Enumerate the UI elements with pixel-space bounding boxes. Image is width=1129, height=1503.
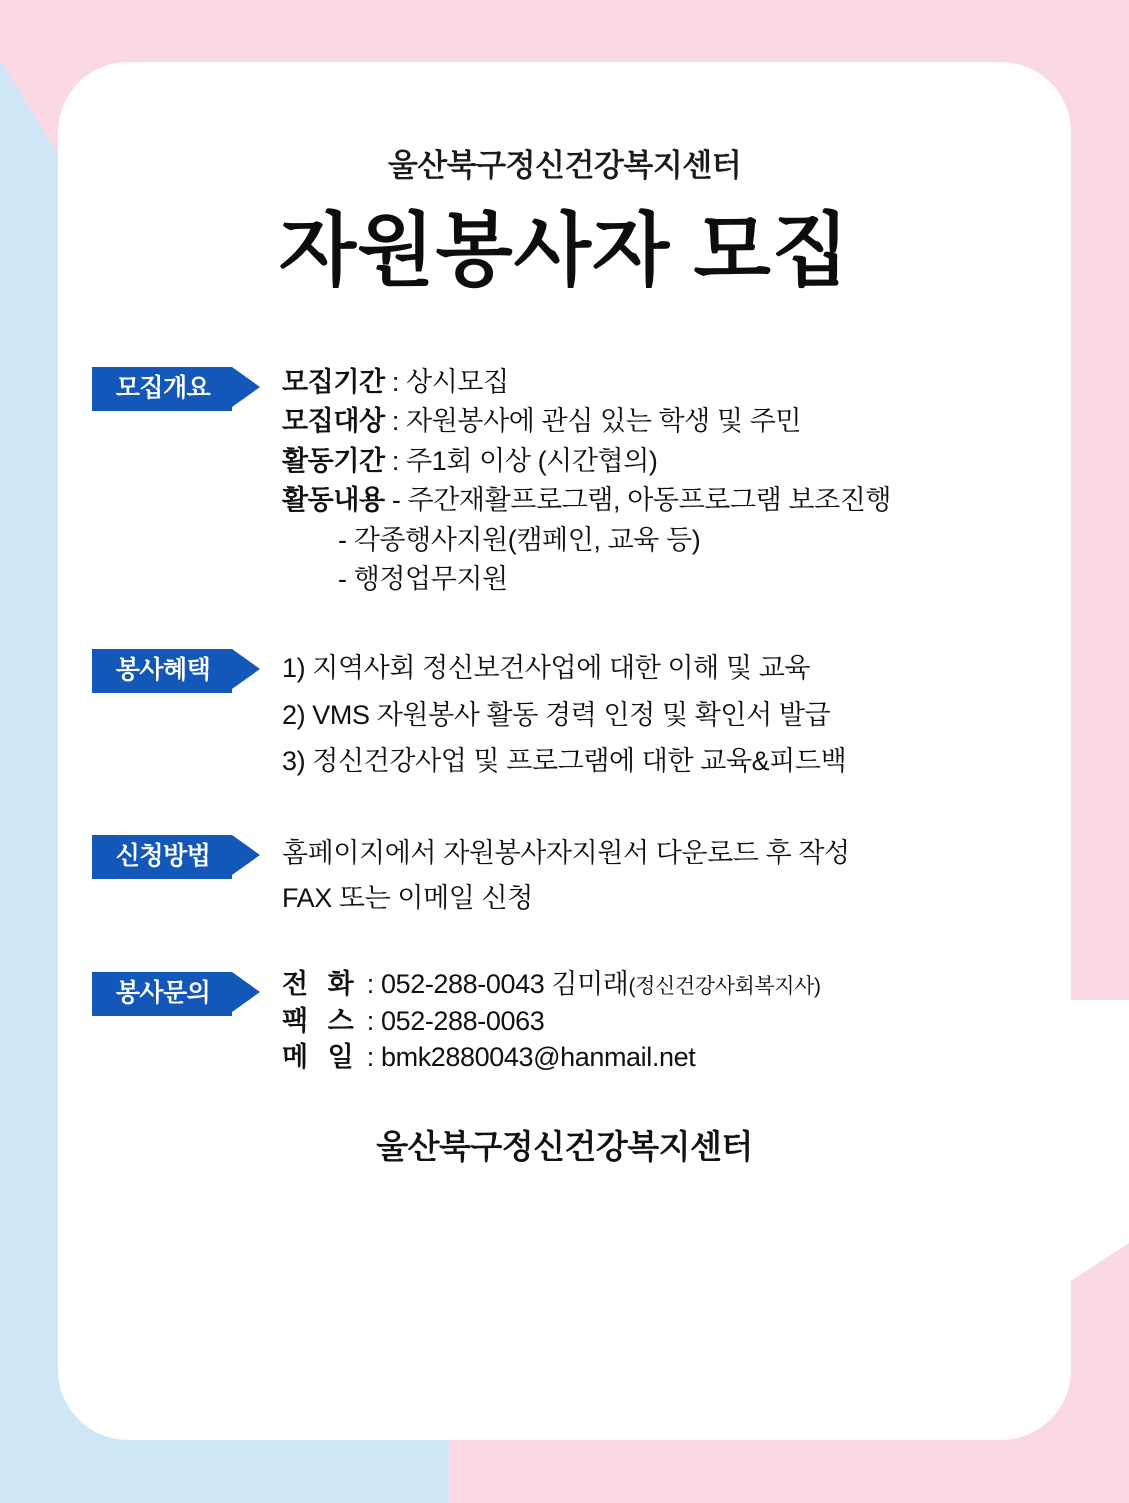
overview-sep-activity: - (384, 485, 408, 516)
contact-sep-phone: : (359, 969, 381, 1000)
contact-value-fax: 052-288-0063 (380, 1005, 545, 1036)
apply-line-2: FAX 또는 이메일 신청 (282, 882, 533, 913)
contact-sep-email: : (359, 1041, 381, 1072)
contact-sep-fax: : (359, 1005, 381, 1036)
overview-line-activity (282, 481, 1071, 520)
overview-line-duration (282, 442, 1071, 481)
overview-label-duration: 활동기간 (282, 445, 385, 476)
overview-line-activity-sub-2: - 행정업무지원 (338, 564, 508, 595)
contact-row-email (282, 1039, 1071, 1075)
contact-label-phone: 전 화 (282, 969, 360, 1000)
overview-sep-target: : (384, 406, 407, 437)
section-tag-application-method: 신청방법 (92, 835, 232, 879)
section-body-volunteer-benefits (272, 645, 1071, 784)
section-tag-volunteer-benefits: 봉사혜택 (92, 649, 232, 693)
organization-name-top: 울산북구정신건강복지센터 (387, 148, 742, 183)
overview-label-period: 모집기간 (282, 367, 385, 397)
overview-value-activity: 주간재활프로그램, 아동프로그램 보조진행 (407, 485, 892, 516)
section-recruitment-overview (92, 363, 1071, 599)
page-title: 자원봉사자 모집 (278, 206, 851, 295)
section-volunteer-benefits (92, 645, 1071, 784)
contact-row-fax (282, 1003, 1071, 1039)
overview-sep-duration: : (384, 445, 407, 476)
overview-sep-period: : (384, 367, 407, 397)
overview-line-target (282, 402, 1071, 441)
contact-label-fax: 팩 스 (282, 1005, 360, 1036)
organization-name-footer: 울산북구정신건강복지센터 (376, 1127, 753, 1165)
section-body-recruitment-overview (272, 363, 1071, 599)
section-tag-wrap (92, 645, 272, 693)
contact-row-phone (282, 966, 1071, 1002)
overview-line-activity-sub-1: - 각종행사지원(캠페인, 교육 등) (338, 524, 701, 555)
section-contact (92, 966, 1071, 1075)
overview-value-period: 상시모집 (406, 367, 509, 397)
overview-line-period (282, 363, 1071, 402)
section-tag-wrap (92, 363, 272, 411)
contact-value-phone: 052-288-0043 김미래 (380, 969, 629, 1000)
overview-value-duration: 주1회 이상 (시간협의) (406, 445, 658, 476)
sections-container (58, 363, 1071, 1075)
apply-line-1: 홈페이지에서 자원봉사자지원서 다운로드 후 작성 (282, 837, 850, 868)
section-tag-recruitment-overview: 모집개요 (92, 367, 232, 411)
section-tag-wrap (92, 831, 272, 879)
benefit-line-2: 2) VMS 자원봉사 활동 경력 인정 및 확인서 발급 (282, 699, 831, 730)
contact-note-phone: (정신건강사회복지사) (628, 975, 821, 999)
poster-card (58, 62, 1071, 1440)
contact-label-email: 메 일 (282, 1041, 360, 1072)
overview-label-target: 모집대상 (282, 406, 385, 437)
section-body-application-method (272, 831, 1071, 921)
section-body-contact (272, 966, 1071, 1075)
section-tag-wrap (92, 966, 272, 1016)
contact-value-email: bmk2880043@hanmail.net (380, 1041, 696, 1072)
benefit-line-3: 3) 정신건강사업 및 프로그램에 대한 교육&피드백 (282, 746, 847, 777)
overview-label-activity: 활동내용 (282, 485, 385, 516)
benefit-line-1: 1) 지역사회 정신보건사업에 대한 이해 및 교육 (282, 653, 811, 684)
section-tag-contact: 봉사문의 (92, 972, 232, 1016)
overview-value-target: 자원봉사에 관심 있는 학생 및 주민 (406, 406, 802, 437)
section-application-method (92, 831, 1071, 921)
